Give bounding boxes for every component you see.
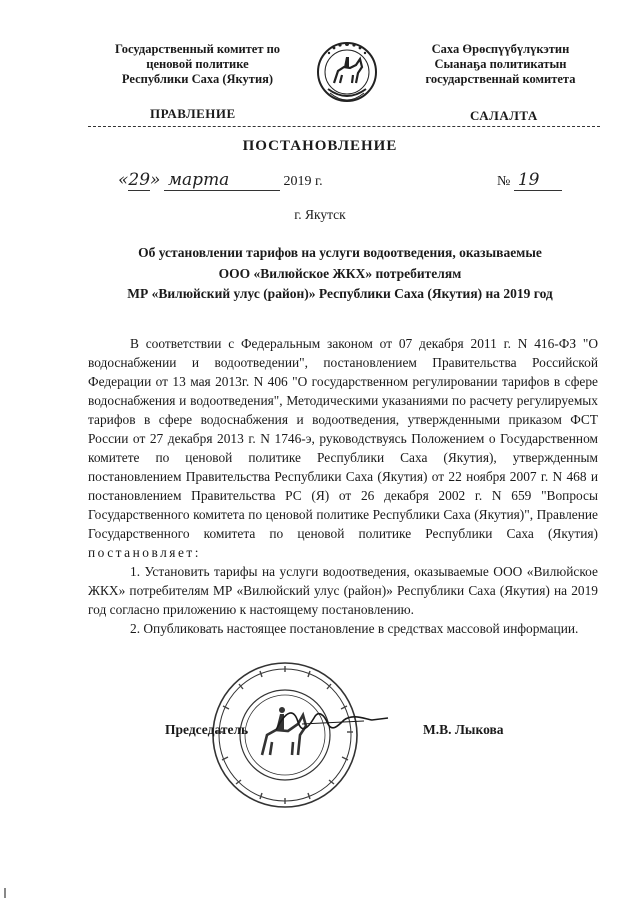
- date-month: марта: [164, 170, 280, 191]
- date-year: 2019 г.: [283, 174, 323, 189]
- subject-line: Об установлении тарифов на услуги водоотведения, оказываемые: [138, 245, 542, 260]
- issuer-line: ценовой политике: [146, 57, 249, 71]
- document-title: ПОСТАНОВЛЕНИЕ: [242, 138, 398, 154]
- preamble-paragraph: [88, 334, 598, 562]
- date-quote-close: »: [150, 170, 161, 190]
- issuer-line: Сыанаҕа политикатын: [434, 57, 567, 71]
- signer-name: М.В. Лыкова: [423, 722, 504, 737]
- board-label-russian: ПРАВЛЕНИЕ: [150, 106, 236, 121]
- document-date: [118, 170, 323, 191]
- resolution-item: 2. Опубликовать настоящее постановление в средствах массовой информации.: [130, 621, 579, 636]
- yakutia-emblem-icon: [316, 37, 378, 107]
- document-body: [88, 334, 598, 638]
- header-divider: [88, 126, 600, 127]
- issuer-line: Государственный комитет по: [114, 42, 281, 56]
- document-number: [497, 170, 562, 191]
- resolution-item: 1. Установить тарифы на услуги водоотведения, оказываемые ООО «Вилюйское ЖКХ» потребителям МР «Вилюйский улус (район)» Республики Саха (Якутия) на 2019 год согласно приложению к настоящему постановлению.: [88, 564, 598, 617]
- scan-edge-mark: [4, 888, 6, 898]
- handwritten-signature: [272, 700, 392, 745]
- number-value: 19: [514, 170, 562, 191]
- board-label-yakut: САЛАЛТА: [470, 108, 538, 123]
- issuer-line: Республики Саха (Якутия): [121, 72, 274, 86]
- document-subject: [90, 243, 590, 305]
- subject-line: МР «Вилюйский улус (район)» Республики Саха (Якутия) на 2019 год: [127, 286, 553, 301]
- issuer-name-russian: [100, 42, 295, 87]
- signer-position: Председатель: [165, 722, 249, 737]
- resolves-word: постановляет:: [88, 545, 201, 560]
- issuer-line: Саха Өрөспүүбүлүкэтин: [431, 42, 570, 56]
- preamble-text: В соответствии с Федеральным законом от 07 декабря 2011 г. N 416-ФЗ "О водоснабжении и водоотведении", постановлением Правительства Российской Федерации от 13 мая 2013г. N 406 "О государственном регулировании тарифов в сфере водоснабжения и водоотведения", Методическими указаниями по расчету регулируемых тарифов в сфере водоснабжения и водоотведения, утвержденными приказом ФСТ России от 27 декабря 2013 г. N 1746-э, руководствуясь Положением о Государственном комитете по ценовой политике Республики Саха (Якутия), утвержденным постановлением Правительства Республики Саха (Якутия) от 22 ноября 2007 г. N 468 и постановлением Правительства РС (Я) от 26 декабря 2002 г. N 659 "Вопросы Государственного комитета по ценовой политике Республики Саха (Якутия)", Правление Государственного комитета по ценовой политике Республики Саха (Якутия): [88, 336, 598, 541]
- date-day: 29: [128, 170, 151, 190]
- issuer-line: государственнай комитета: [425, 72, 576, 86]
- number-prefix: №: [497, 174, 511, 189]
- city: г. Якутск: [294, 207, 346, 222]
- date-quote-open: «: [118, 170, 129, 190]
- issuer-name-yakut: [398, 42, 603, 87]
- subject-line: ООО «Вилюйское ЖКХ» потребителям: [218, 265, 462, 281]
